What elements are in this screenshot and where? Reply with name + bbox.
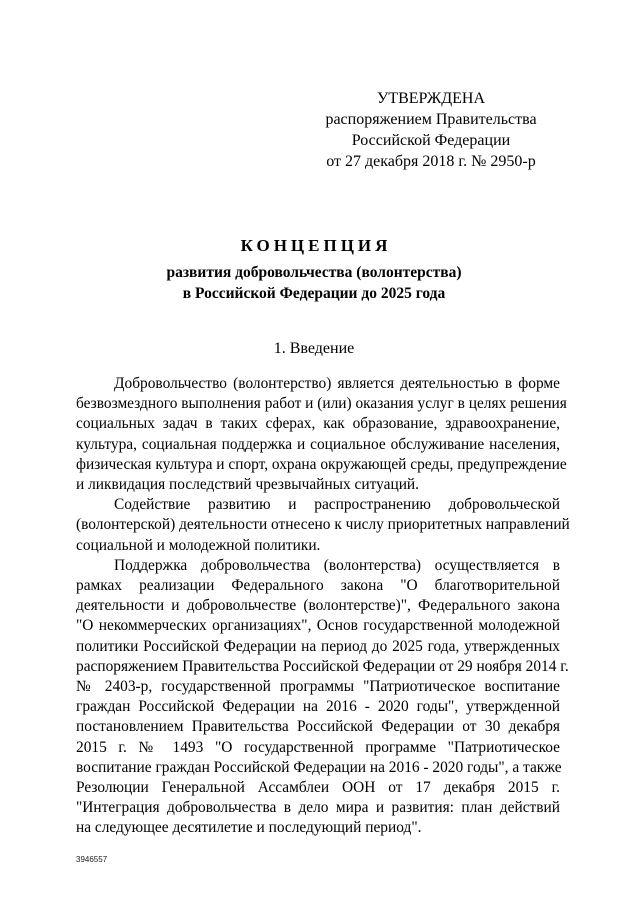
paragraph-line: 2015 г. № 1493 "О государственной программе "Патриотическое	[76, 738, 560, 756]
paragraph-line: № 2403-р, государственной программы "Патриотическое воспитание	[76, 678, 560, 696]
paragraph-line: на следующее десятилетие и последующий период".	[76, 819, 422, 837]
paragraph-line: постановлением Правительства Российской Федерации от 30 декабря	[76, 718, 560, 736]
paragraph-line: рамках реализации Федерального закона "О благотворительной	[76, 577, 560, 595]
approval-line: распоряжением Правительства	[325, 111, 537, 128]
paragraph-line: социальных задач в таких сферах, как образование, здравоохранение,	[76, 415, 560, 433]
approval-line: УТВЕРЖДЕНА	[376, 90, 485, 107]
paragraph-line: Содействие развитию и распространению добровольческой	[114, 496, 560, 514]
document-body	[76, 374, 570, 839]
subtitle-line: в Российской Федерации до 2025 года	[182, 285, 446, 302]
paragraph-line: "Интеграция добровольчества в дело мира и развития: план действий	[76, 799, 560, 817]
paragraph-line: распоряжением Правительства Российской Федерации от 29 ноября 2014 г.	[76, 657, 569, 675]
paragraph-line: "О некоммерческих организациях", Основ государственной молодежной	[76, 617, 560, 635]
document-number: 3946557	[76, 855, 108, 864]
document-title: КОНЦЕПЦИЯ	[240, 236, 392, 255]
paragraph-line: Добровольчество (волонтерство) является деятельностью в форме	[114, 375, 560, 392]
paragraph-line: социальной и молодежной политики.	[76, 536, 321, 554]
paragraph-line: физическая культура и спорт, охрана окружающей среды, предупреждение	[76, 455, 567, 473]
approval-line: Российской Федерации	[351, 132, 511, 149]
paragraph-line: и ликвидация последствий чрезвычайных ситуаций.	[76, 476, 420, 494]
paragraph-line: Резолюции Генеральной Ассамблеи ООН от 17 декабря 2015 г.	[76, 779, 560, 797]
paragraph-line: воспитание граждан Российской Федерации на 2016 - 2020 годы", а также	[76, 758, 562, 776]
body-paragraph	[76, 495, 570, 556]
paragraph-line: (волонтерской) деятельности отнесено к числу приоритетных направлений	[76, 516, 570, 534]
paragraph-line: граждан Российской Федерации на 2016 - 2020 годы", утвержденной	[76, 698, 560, 716]
approval-stamp	[300, 88, 562, 172]
paragraph-line: Поддержка добровольчества (волонтерства) осуществляется в	[114, 556, 560, 574]
paragraph-line: политики Российской Федерации на период до 2025 года, утвержденных	[76, 637, 560, 655]
paragraph-line: безвозмездного выполнения работ и (или) оказания услуг в целях решения	[76, 395, 567, 413]
body-paragraph	[76, 374, 567, 495]
paragraph-line: культура, социальная поддержка и социальное обслуживание населения,	[76, 435, 560, 453]
subtitle-line: развития добровольчества (волонтерства)	[166, 264, 462, 281]
body-paragraph	[76, 556, 569, 839]
approval-line: от 27 декабря 2018 г. № 2950-р	[326, 153, 536, 170]
paragraph-line: деятельности и добровольчестве (волонтерстве)", Федерального закона	[76, 597, 560, 615]
section-heading: 1. Введение	[273, 340, 355, 357]
document-subtitle	[0, 262, 628, 304]
